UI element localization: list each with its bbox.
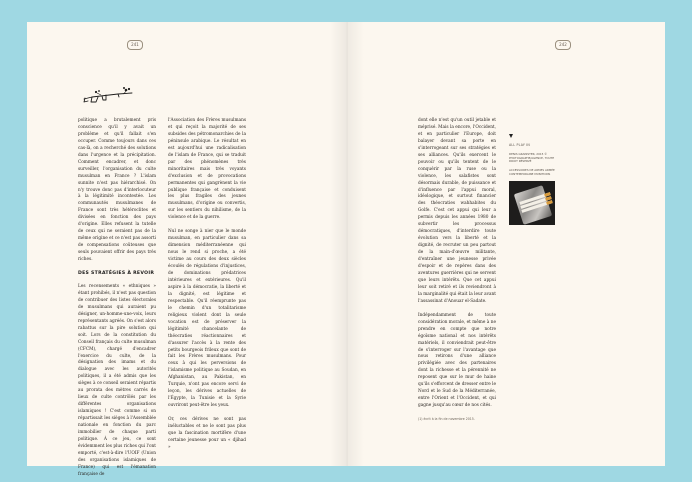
- cigarette-case-photo: [509, 181, 555, 225]
- left-column-2: [168, 118, 246, 452]
- right-page-number: 242: [555, 40, 571, 50]
- paragraph: Les recensements « ethniques » étant prohibés, il n'est pas question de contribuer des listes électorales de musulmans qui auraient pu désigner, un-homme-une-voix, leurs représentants agréés. On s'est alors rabattus sur la pire solution qui soit. Lors de la constitution du Conseil français du culte musulman (CFCM), chargé d'encadrer l'exercice du culte, de la désignation des imams et du dialogue avec les autorités politiques, il a été admis que les sièges à ce conseil seraient répartis au prorata des mètres carrés de lieux de culte contrôlés par les différentes organisations islamiques ! C'est comme si on répartissait les sièges à l'Assemblée nationale en fonction du parc immobilier de chaque parti politique. À ce jeu, ce sont évidemment les plus riches qui l'ont emporté, c'est-à-dire l'UOIF (Union des organisations islamiques de France) qui est l'émanation française de: [78, 283, 157, 477]
- photo-credit: DENIS GRAINSTER, 2015 © PHOTOGRAPHE/AGENCE, TOUTE DROIT RÉSERVÉ: [509, 152, 555, 164]
- arrow-down-icon: [509, 134, 513, 138]
- rifle-flower-illustration: [82, 85, 134, 107]
- sidebar-label: ALL PLAY IN: [509, 143, 530, 147]
- paragraph: l'Association des Frères musulmans et qui reçoit la majorité de ses subsides des pétromonarchies de la péninsule arabique. Le résultat en est aujourd'hui une radicalisation de l'islam de France, qui se traduit par des phénomènes très minoritaires mais très voyants d'exclusion et de provocations permanentes qui gangrènent la vie publique française et conduisent les plus fragiles des jeunes musulmans, d'origine ou convertis, sur les sentiers du nihilisme, de la violence et de la guerre.: [168, 118, 246, 221]
- left-page-number: 241: [127, 40, 143, 50]
- right-column-1: [418, 118, 496, 423]
- photo-sidebar: [509, 134, 557, 225]
- paragraph: Or, ces dérives ne sont pas inéluctables et ne le sont pas plus que la fascination mortifère d'une certaine jeunesse pour un « djihad »: [168, 417, 246, 450]
- paragraph: Nul ne songe à nier que le monde musulman, en particulier dans sa dimension méditerranéenne qui nous le rend si proche, a été victime au cours des deux siècles écoulés de régulations d'injustices, de dominations prédatrices intérieures et extérieures. Qu'il aspire à la démocratie, la liberté et la dignité, est légitime et respectable. Qu'il réemprunte pas le chemin d'un totalitarisme religieux violent dont la seule vocation est de préserver la légitimité chancelante de théocraties réactionnaires et d'assurer l'accès à la rente des petits bourgeois frileux que sont de fait les Frères musulmans. Pour ceux à qui les perversions de l'islamisme politique au Soudan, en Afghanistan, au Pakistan, en Turquie, n'ont pas encore servi de leçon, les dérives actuelles de l'Égypte, la Tunisie et la Syrie ouvriront peut-être les yeux.: [168, 229, 246, 409]
- paragraph: politique a brutalement pris conscience qu'il y avait un problème et qu'il fallait s'en occuper. Comme toujours dans ces cas-là, on a recherché des solutions dans l'urgence et la précipitation. Comment encadrer, et donc surveiller, l'organisation du culte musulman en France ? L'islam sunnite n'est pas hiérarchisé. On n'y trouve donc pas d'interlocuteur à la légitimité incontestée. Les communautés musulmanes de France sont très hétéroclites et divisées en fonction des pays d'origine. Elles refusent la tutelle de ceux qui ne seraient pas de la même origine et ce n'est pas assorti de compensations coûteuses que seuls pouvaient offrir des pays très riches.: [78, 118, 156, 263]
- right-page: [347, 22, 665, 466]
- photo-caption: ACCESSOIRES DE ARMES ARMÉE CONTEMPORAINE MUNITIONS: [509, 168, 555, 176]
- paragraph: dont elle n'est qu'un outil jetable et méprisé. Mais la encore, l'Occident, et en particulier l'Europe, doit balayer devant sa porte en s'interrogeant sur ses stratégies et ses alliances. Qu'ils exercent le pouvoir ou qu'ils tentent de le conquérir par la ruse ou la violence, les salafistes sont désormais durable, de puissance et d'influence par l'appui moral, idéologique, et surtout financier des théocraties wahhabites du Golfe. C'est cet appui qui leur a permis depuis les années 1980 de subvertir les processus démocratiques, d'interdire toute évolution vers la liberté et la dignité, de recruter un peu partout de la main-d'œuvre militante, d'entraîner une jeunesse privée d'espoir et de repères dans des aventures guerrières qui ne servent que leurs intérêts. Que cet appui leur soit retiré et ils reviendront à la marginalité qui était la leur avant l'assassinat d'Anouar el-Sadate.: [418, 118, 496, 304]
- paragraph: Indépendamment de toute considération morale, et même à ne prendre en compte que notre égoïsme national et nos intérêts matériels, il conviendrait peut-être de s'interroger sur l'avantage que nous retirons d'une alliance privilégiée avec des partenaires dont la richesse et la pérennité ne reposent que sur le mur de haine qu'ils s'efforcent de dresser entre le Nord et le Sud de la Méditerranée, entre l'Orient et l'Occident, et qui gagne jusqu'au cœur de nos cités.: [418, 312, 496, 409]
- endnote: (1) écrit à la fin de novembre 2015.: [418, 417, 475, 422]
- section-heading: DES STRATÉGIES À REVOIR: [78, 271, 155, 277]
- left-column-1: [78, 118, 156, 479]
